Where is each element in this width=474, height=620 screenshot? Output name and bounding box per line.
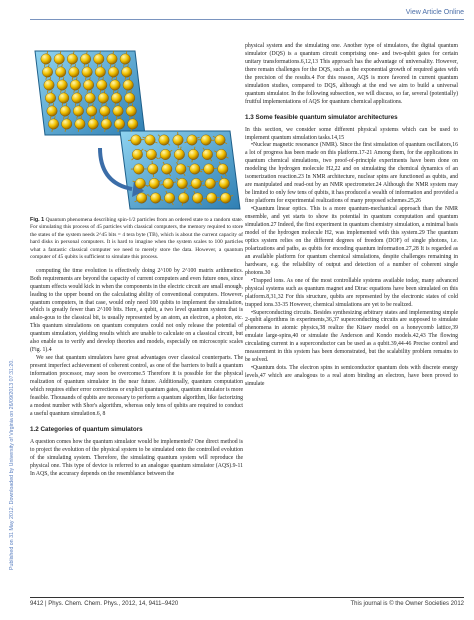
architecture-item-quantum-dots: •Quantum dots. The electron spins in semiconductor quantum dots with discrete energy levels,47 which are analogous to a real atom binding an electron, have been proved to simulate (245, 365, 458, 388)
header-rule (30, 19, 464, 20)
body-paragraph: A question comes how the quantum simulator would be implemented? One direct method is to project the evolution of the physical system to be simulated onto the controlled evolution of the simulating system. Therefore, the simulating quantum system will reproduce the physical one. This type of device is referred to an analogue quantum simulator (AQS).9-11 In AQS, the accuracy depends on the resemblance between the (30, 438, 243, 477)
architecture-item-trapped-ions: •Trapped ions. As one of the most controllable systems available today, many advanced physical systems such as quantum magnet and Dirac equations have been simulated on this platform.8,31,32 For this structure, qubits are represented by the electronic states of cold trapped ions.33-35 However, chemical simulations are yet to be realized. (245, 277, 458, 308)
page-header (0, 0, 474, 38)
figure-1 (30, 43, 243, 213)
body-paragraph: computing the time evolution is effectively doing 2^100 by 2^100 matrix arithmetics. Both requirements are beyond the capacity of current computers and even future ones, since quantum effects would kick in when the components in the electric circuit are small enough, leading to the upper bound on the calculating ability of conventional computers. However, quantum computers, in that case, would only need 100 qubits to implement the simulation, which is greatly fewer than 2^100 bits. Here, a qubit, a two level quantum system that is analo-gous to the classical bit, is usually represented by an atom, an electron, a photon, etc. This quantum simulations on quantum computers could not only release the potential of quantum simulation, yielding results which are unable to calculate on a classical circuit, but also enable us to verify and develop theories and models, especially on microscopic scales (Fig. 1).4 (30, 267, 243, 354)
download-notice: Published on 31 May 2012. Downloaded by University of Virginia on 26/09/2013 07:31:20. (9, 359, 15, 570)
side-watermark (3, 150, 15, 570)
body-paragraph: We see that quantum simulators have great advantages over classical counterparts. The present imperfect achievement of coherent control, as one of the barriers to built a quantum information processor, may soon be overcome.5 Therefore it is possible for the physical realization of quantum simulator in the near future. Additionally, quantum computation which requires either error corrections or explicit quantum gates, quantum simulator is more feasible. Thousands of qubits are necessary to perform a quantum algorithm, like factorizing a modest number with Shor's algorithm, whereas only tens of qubits are required to conduct a useful quantum simulation.6, 8 (30, 355, 243, 417)
body-paragraph: In this section, we consider some different physical systems which can be used to implement quantum simulation tasks.14,15 (245, 126, 458, 141)
figure-caption: Fig. 1 Quantum phenomena describing spin-1/2 particles from an ordered state to a random state. For simulating this process of 45 particles with classical computers, the memory required to store the states of the system needs 2^45 bits = 4 tera byte (TB), which is about the current capacity of hard disks in personal computers. It is hard to imagine when the system scales to 100 particles what a fantastic classical computer we need to merely store the data. However, a quantum computer of 45 qubits is sufficient to simulate this process. (30, 217, 244, 261)
body-paragraph: physical system and the simulating one. Another type of simulators, the digital quantum simulator (DQS) is a quantum circuit comprising one- and two-qubit gates for certain unitary transformations.6,12,13 This approach has the advantage of universality. However, there remain challenges for the DQS, such as the exponential growth of required gates with the precision of the results.4 For this reason, AQS is more favored in current quantum simulation studies, compared to DQS, although at the end we aim to build a universal quantum simulator. In the following subsection, we will discuss, so far, several (potentially) fruitful implementations of AQS for quantum chemical applications. (245, 43, 458, 105)
architecture-item-nmr: •Nuclear magnetic resonance (NMR). Since the first simulation of quantum oscillators,16 a lot of progress has been made on this platform.17-21 Among them, for the applications in quantum chemical simulations, two proof-of-principle experiments have been done on modeling the hydrogen molecule H2,22 and on simulating the chemical dynamics of an isomerization reaction.23 In NMR architecture, nuclear spins are functioned as qubits, and are manipulated and read-out by an NMR spectrometer.24 Although the NMR system may be limited to only few tens of qubits, it has produced a wealth of information and provided a fine platform for experimental realizations of many proposed schemes.25,26 (245, 142, 458, 205)
section-heading-1-2: 1.2 Categories of quantum simulators (30, 425, 143, 433)
section-heading-1-3: 1.3 Some feasible quantum simulator architectures (245, 113, 398, 121)
architecture-item-linear-optics: •Quantum linear optics. This is a more quantum-mechanical approach than the NMR ensemble, and yet starts to show its potential in quantum computation and quantum simulation.27 Indeed, the first experiment in quantum chemistry simulation, a minimal basis model of the hydrogen molecule H2, was implemented with this system.29 The quantum optics system relies on the different degrees of freedom (DOF) of single photons, i.e. polarizations and paths, as qubits for encoding quantum information.27,28 It is regarded as an available platform for quantum chemical simulations, despite challenges remaining in hardware, e.g. the reliability of output and detection of a number of coherent single photons.30 (245, 206, 458, 276)
page-footer (30, 601, 464, 607)
footer-rule (30, 597, 464, 598)
left-column (30, 43, 243, 479)
footer-copyright: This journal is © the Owner Societies 2012 (350, 601, 464, 607)
architecture-item-superconducting: •Superconducting circuits. Besides synthesizing arbitrary states and implementing simple 2-qubit algorithms in experiments,36,37 superconducting circuits are supposed to simulate phenomena in atomic physics,38 realize the Kitaev model on a honeycomb lattice,39 emulate large-spins,40 or simulate the Anderson and Kondo models.42,43 The flowing circulating current in a superconductor can be used as a qubit.39,44-46 Precise control and measurement in this system has been demonstrated, but the scalability problem remains to be solved. (245, 309, 458, 364)
footer-citation: 9412 | Phys. Chem. Chem. Phys., 2012, 14, 9411–9420 (30, 601, 179, 607)
right-column (245, 43, 458, 389)
spin-lattice-illustration (30, 43, 243, 213)
view-online-link[interactable]: View Article Online (405, 9, 464, 16)
